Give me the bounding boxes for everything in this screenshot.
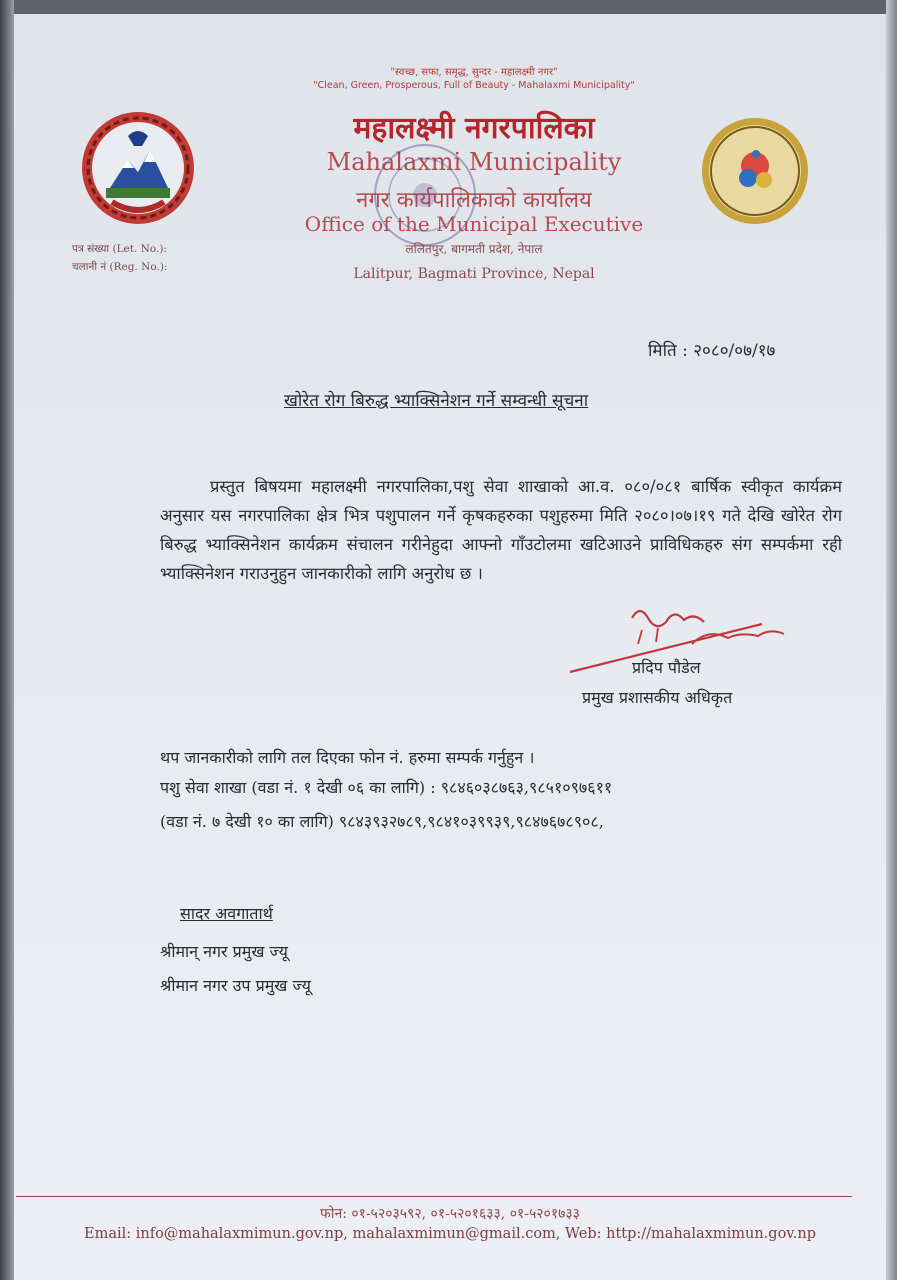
address-nepali: ललितपुर, बागमती प्रदेश, नेपाल xyxy=(405,242,543,256)
letter-number-label: पत्र संख्या (Let. No.): xyxy=(72,243,167,255)
nepal-coat-of-arms-icon xyxy=(76,106,200,234)
footer-contact: Email: info@mahalaxmimun.gov.np, mahalaxmimun@gmail.com, Web: http://mahalaxmimun.gov.np xyxy=(83,1226,817,1242)
registration-number-label: चलानी नं (Reg. No.): xyxy=(72,261,168,273)
letter-page xyxy=(14,14,886,1280)
address-english: Lalitpur, Bagmati Province, Nepal xyxy=(353,266,595,282)
municipality-logo-icon xyxy=(700,116,810,230)
footer-divider xyxy=(16,1196,852,1197)
page-edge-left xyxy=(0,0,14,1280)
signatory-name: प्रदिप पौडेल xyxy=(632,658,701,677)
page-edge-right xyxy=(886,0,897,1280)
office-stamp xyxy=(370,140,480,254)
slogan-english: "Clean, Green, Prosperous, Full of Beauty - Mahalaxmi Municipality" xyxy=(313,80,635,91)
contact-line-1: पशु सेवा शाखा (वडा नं. १ देखी ०६ का लागि) : ९८४६०३८७६३,९८५१०९७६११ xyxy=(160,778,613,797)
contact-intro: थप जानकारीको लागि तल दिएका फोन नं. हरुमा सम्पर्क गर्नुहुन । xyxy=(160,748,535,767)
cc-recipient: श्रीमान् नगर प्रमुख ज्यू xyxy=(160,942,288,961)
office-name-nepali: नगर कार्यपालिकाको कार्यालय xyxy=(356,188,592,213)
notice-subject: खोरेत रोग बिरुद्ध भ्याक्सिनेशन गर्ने सम्वन्धी सूचना xyxy=(284,391,589,411)
cc-recipient: श्रीमान नगर उप प्रमुख ज्यू xyxy=(160,976,311,995)
municipality-name-english: Mahalaxmi Municipality xyxy=(326,148,622,176)
municipality-name-nepali: महालक्ष्मी नगरपालिका xyxy=(353,111,595,146)
cc-heading: सादर अवगातार्थ xyxy=(180,904,273,923)
contact-line-2: (वडा नं. ७ देखी १० का लागि) ९८४३९३२७८९,९८४१०३९९३९,९८४७६७८९०८, xyxy=(160,812,604,831)
footer-phone: फोन: ०१-५२०३५९२, ०१-५२०१६३३, ०१-५२०१७३३ xyxy=(320,1206,580,1222)
slogan-nepali: "स्वच्छ, सफा, समृद्ध, सुन्दर - महालक्ष्मी नगर" xyxy=(390,67,558,78)
office-name-english: Office of the Municipal Executive xyxy=(304,212,644,236)
letter-date: मिति : २०८०/०७/१७ xyxy=(648,341,776,361)
notice-body: प्रस्तुत बिषयमा महालक्ष्मी नगरपालिका,पशु सेवा शाखाको आ.व. ०८०/०८१ बार्षिक स्वीकृत कार्यक्रम अनुसार यस नगरपालिका क्षेत्र भित्र पशुपालन गर्ने कृषकहरुका पशुहरुमा मिति २०८०।०७।१९ गते देखि खोरेत रोग बिरुद्ध भ्याक्सिनेशन कार्यक्रम संचालन गरीनेहुदा आफ्नो गाँउटोलमा खटिआउने प्राविधिकहरु संग सम्पर्कमा रही भ्याक्सिनेशन गराउनुहुन जानकारीको लागि अनुरोध छ । xyxy=(160,477,842,583)
signatory-title: प्रमुख प्रशासकीय अधिकृत xyxy=(582,688,733,707)
